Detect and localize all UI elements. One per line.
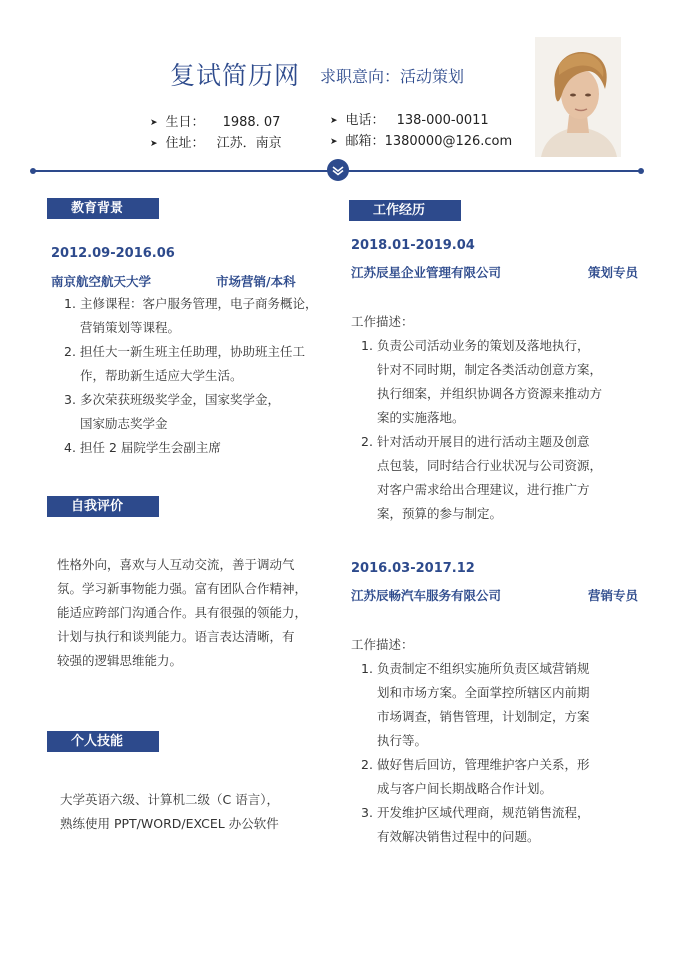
email-label: 邮箱： [345,134,385,149]
self-eval-text: 性格外向，喜欢与人互动交流，善于调动气 氛。学习新事物能力强。富有团队合作精神， 能适应跨部门沟通合作。具有很强的领能力， 计划与执行和谈判能力。语言表达清晰，有 较强的逻辑思维能力。 [57,557,308,668]
work-heading: 工作经历 [349,200,461,221]
job-intent: 求职意向：活动策划 [320,67,465,86]
list-item: 3. 多次荣获班级奖学金，国家奖学金， 国家励志奖学金 [64,392,281,431]
divider-badge [327,159,349,181]
skills-heading: 个人技能 [47,731,159,752]
info-email [330,130,512,149]
profile-photo [535,37,621,157]
education-date: 2012.09-2016.06 [51,246,175,261]
list-item: 4. 担任 2 届院学生会副主席 [64,440,221,455]
list-item: 2. 担任大一新生班主任助理，协助班主任工 作，帮助新生适应大学生活。 [64,344,306,383]
job1-role: 策划专员 [588,265,639,280]
education-heading: 教育背景 [47,198,159,219]
email-value: 1380000@126.com [384,134,513,149]
chevron-down-icon [327,159,349,181]
job1-date: 2018.01-2019.04 [351,238,475,253]
list-item: 1. 负责公司活动业务的策划及落地执行， 针对不同时期，制定各类活动创意方案， 执行细案，并组织协调各方资源来推动方 案的实施落地。 [361,338,603,425]
list-item: 3. 开发维护区域代理商，规范销售流程， 有效解决销售过程中的问题。 [361,805,590,844]
arrow-right-icon: ➤ [330,116,338,126]
job1-desc-label: 工作描述： [351,314,414,329]
arrow-right-icon: ➤ [150,118,158,128]
address-label: 住址： [165,136,205,151]
list-item: 2. 做好售后回访，管理维护客户关系，形 成与客户间长期战略合作计划。 [361,757,590,796]
phone-value: 138-000-0011 [396,113,489,128]
divider-dot-left [30,168,36,174]
portrait-image [535,37,621,157]
education-school: 南京航空航天大学 [51,274,152,289]
job1-company: 江苏辰星企业管理有限公司 [351,265,502,280]
job2-desc-label: 工作描述： [351,637,414,652]
education-list [64,292,334,460]
address-value: 江苏．南京 [216,136,282,151]
birth-value: 1988. 07 [222,115,281,130]
info-phone [330,109,489,128]
job2-list [361,657,631,849]
skills-text: 大学英语六级、计算机二级（C 语言）， 熟练使用 PPT/WORD/EXCEL 办公软件 [60,792,279,831]
job2-company: 江苏辰畅汽车服务有限公司 [351,588,502,603]
site-title: 复试简历网 [170,61,301,90]
self-eval-heading: 自我评价 [47,496,159,517]
list-item: 1. 负责制定不组织实施所负责区域营销规 划和市场方案。全面掌控所辖区内前期 市场调查，销售管理，计划制定，方案 执行等。 [361,661,590,748]
job1-list [361,334,631,526]
job2-role: 营销专员 [588,588,639,603]
birth-label: 生日： [165,115,205,130]
arrow-right-icon: ➤ [330,137,338,147]
job2-date: 2016.03-2017.12 [351,561,475,576]
phone-label: 电话： [345,113,385,128]
arrow-right-icon: ➤ [150,139,158,149]
list-item: 1. 主修课程：客户服务管理，电子商务概论， 营销策划等课程。 [64,296,318,335]
list-item: 2. 针对活动开展目的进行活动主题及创意 点包装，同时结合行业状况与公司资源， 对客户需求给出合理建议，进行推广方 案，预算的参与制定。 [361,434,603,521]
info-birth [150,111,280,130]
education-major: 市场营销/本科 [216,274,296,289]
divider-dot-right [638,168,644,174]
info-address [150,132,282,151]
